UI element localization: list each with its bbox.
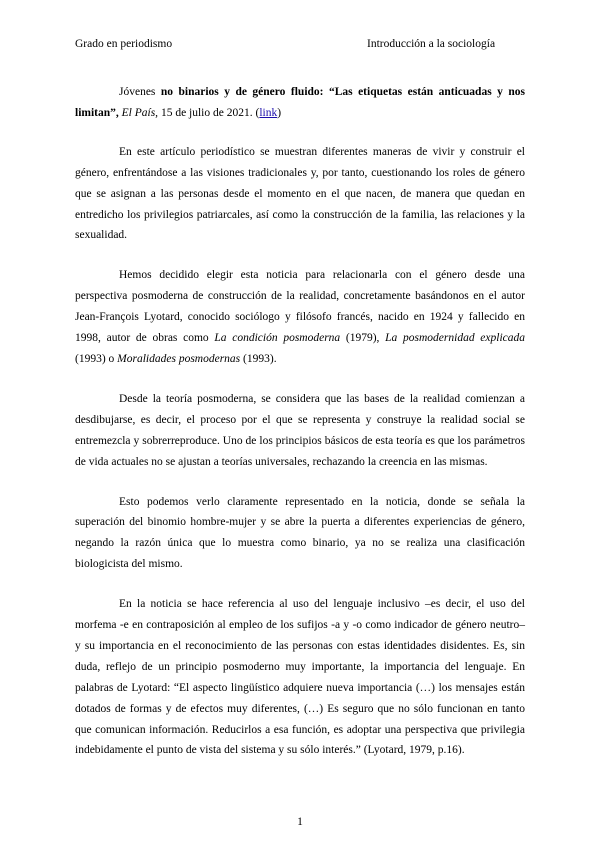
work-title-2: La posmodernidad explicada [385, 332, 525, 345]
paragraph-2 [75, 265, 525, 370]
title-close: ) [277, 106, 282, 119]
page-header [75, 38, 525, 54]
title-lead: Jóvenes [119, 86, 161, 98]
paragraph-3: Desde la teoría posmoderna, se considera que las bases de la realidad comienzan a desdibujarse, es decir, el proceso por el que se representa y construye la realidad social se entremezcla y sobrerreproduce. Uno de los principios básicos de esta teoría es que los parámetros de vida actuales no se ajustan a teorías universales, rechazando la creencia en las mismas. [75, 392, 525, 468]
work-title-1: La condición posmoderna [214, 332, 341, 345]
article-date: 15 de julio de 2021. ( [158, 106, 260, 119]
p2-text-a: Hemos decidido elegir esta noticia para relacionarla con el género desde una perspectiva posmoderna de construcción de la realidad, concretamente basándonos en el autor Jean-François Lyotard, conocido sociólogo y filósofo francés, nacido en 1924 y fallecido en 1998, autor de obras como [75, 269, 525, 345]
document-body [75, 82, 525, 780]
p2-text-c: (1993) o [75, 352, 118, 365]
header-course: Grado en periodismo [75, 38, 173, 50]
article-headline: no binarios y de género fluido: “Las etiquetas están anticuadas y nos limitan”, [75, 86, 525, 119]
p2-text-b: (1979), [340, 332, 386, 345]
article-reference [75, 82, 525, 124]
work-title-3: Moralidades posmodernas [117, 352, 241, 365]
article-source: El País, [121, 106, 159, 119]
article-link[interactable]: link [259, 106, 278, 119]
paragraph-1: En este artículo periodístico se muestran diferentes maneras de vivir y construir el género, enfrentándose a las visiones tradicionales y, por tanto, cuestionando los roles de género que se asignan a las personas desde el momento en el que nacen, de manera que quedan en entredicho los privilegios patriarcales, así como la construcción de la familia, las relaciones y la sexualidad. [75, 145, 525, 242]
paragraph-5: En la noticia se hace referencia al uso del lenguaje inclusivo –es decir, el uso del morfema -e en contraposición al empleo de los sufijos -a y -o como indicador de género neutro– y su importancia en el reconocimiento de las personas con estas identidades disidentes. Es, sin duda, reflejo de un principio posmoderno muy importante, la importancia del lenguaje. En palabras de Lyotard: “El aspecto lingüístico adquiere nueva importancia (…) los mensajes están dotados de formas y de efectos muy diferentes, (…) Es seguro que no sólo funcionan en tanto que comunican información. Reducirlos a esa función, es adoptar una perspectiva que privilegia indebidamente el punto de vista del sistema y su sólo interés.” (Lyotard, 1979, p.16). [75, 598, 525, 757]
header-subject: Introducción a la sociología [367, 38, 496, 50]
page-number: 1 [297, 816, 303, 828]
paragraph-4: Esto podemos verlo claramente representado en la noticia, donde se señala la superación del binomio hombre-mujer y se abre la puerta a diferentes experiencias de género, negando la razón única que lo muestra como binario, ya no se realiza una clasificación biologicista del mismo. [75, 495, 525, 571]
p2-text-d: (1993). [240, 352, 277, 365]
